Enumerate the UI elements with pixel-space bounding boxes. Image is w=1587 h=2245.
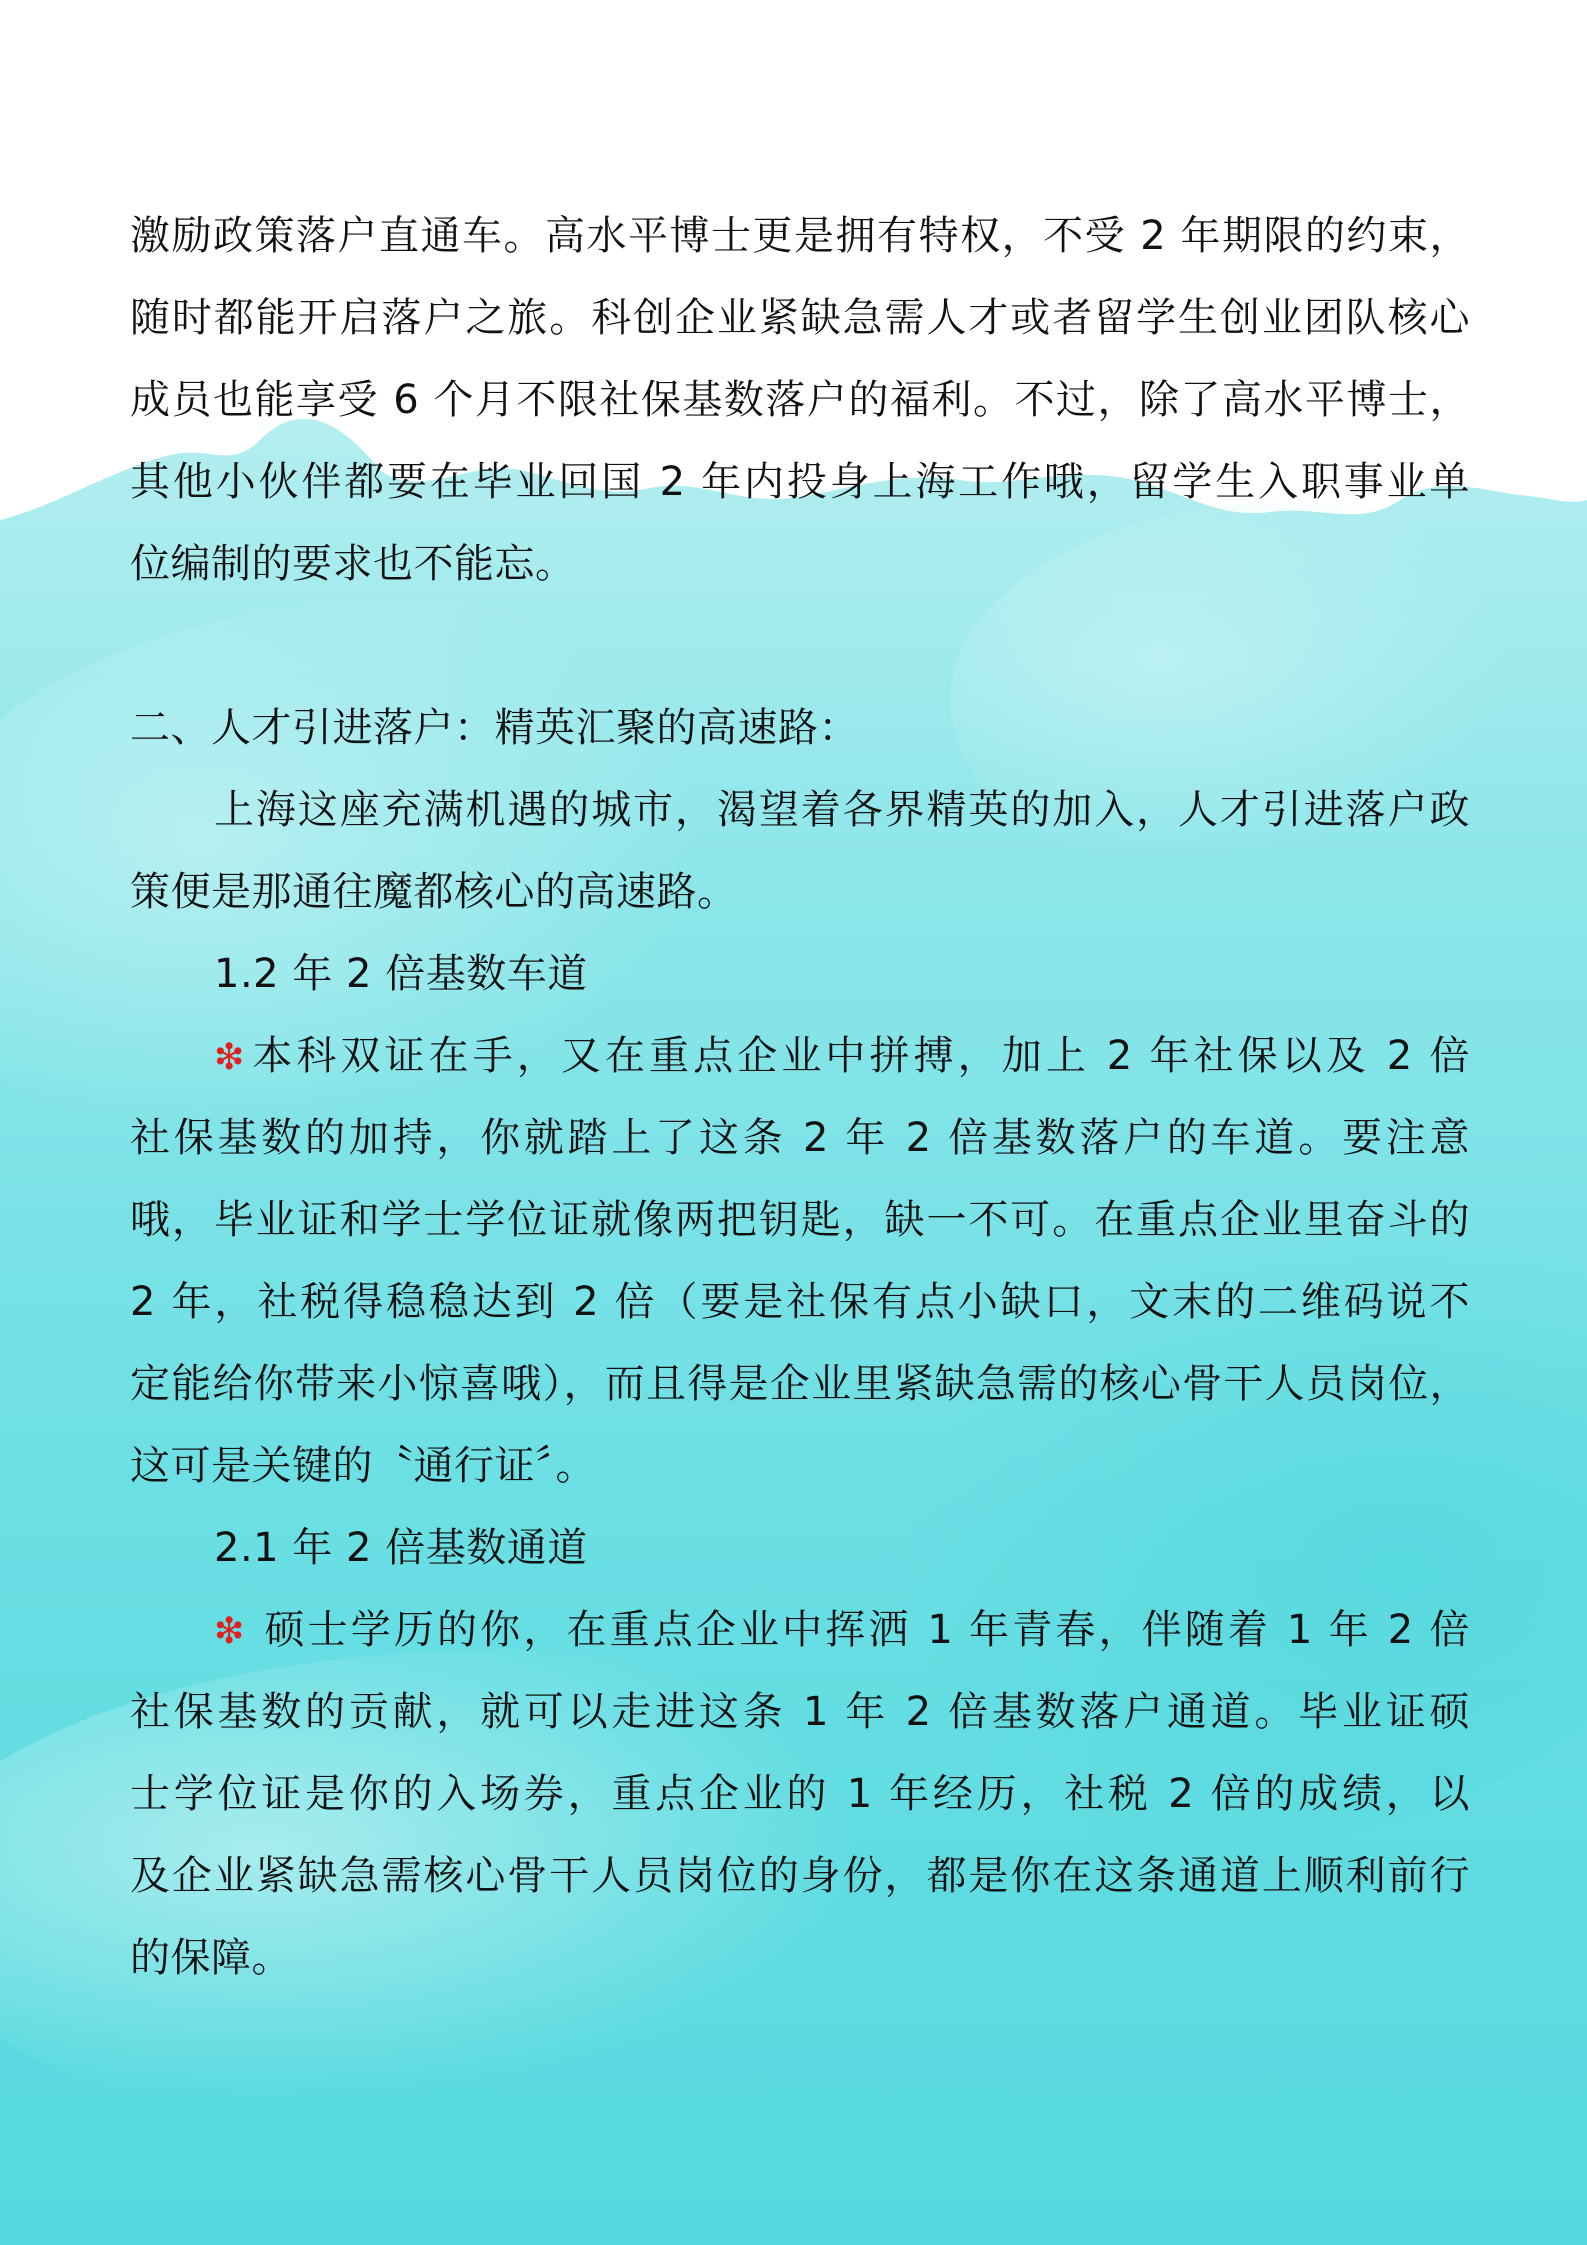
lane1-title: 1.2 年 2 倍基数车道: [214, 951, 588, 997]
paragraph-line-text: 硕士学历的你，在重点企业中挥洒 1 年青春，伴随着 1 年 2 倍: [248, 1607, 1470, 1653]
paragraph-line: 其他小伙伴都要在毕业回国 2 年内投身上海工作哦，留学生入职事业单: [130, 459, 1470, 505]
paragraph-line: 社保基数的贡献，就可以走进这条 1 年 2 倍基数落户通道。毕业证硕: [130, 1689, 1470, 1735]
red-asterisk-icon: ❇: [214, 1037, 245, 1078]
section-intro-paragraph: [130, 769, 1470, 933]
intro-paragraph: [130, 195, 1470, 605]
spacer: [130, 605, 1470, 687]
paragraph-line: 士学位证是你的入场券，重点企业的 1 年经历，社税 2 倍的成绩，以: [130, 1771, 1470, 1817]
paragraph-line: [130, 1589, 1470, 1671]
paragraph-line: 这可是关键的〝通行证〞。: [130, 1443, 596, 1489]
paragraph-line: 2 年，社税得稳稳达到 2 倍（要是社保有点小缺口，文末的二维码说不: [130, 1279, 1470, 1325]
paragraph-line: 及企业紧缺急需核心骨干人员岗位的身份，都是你在这条通道上顺利前行: [130, 1853, 1470, 1899]
red-asterisk-icon: ❇: [214, 1611, 245, 1652]
section-heading: 二、人才引进落户：精英汇聚的高速路：: [130, 705, 859, 751]
lane2-title: 2.1 年 2 倍基数通道: [214, 1525, 588, 1571]
paragraph-line-text: 本科双证在手，又在重点企业中拼搏，加上 2 年社保以及 2 倍: [248, 1033, 1470, 1079]
paragraph-line: 哦，毕业证和学士学位证就像两把钥匙，缺一不可。在重点企业里奋斗的: [130, 1197, 1470, 1243]
paragraph-line: 随时都能开启落户之旅。科创企业紧缺急需人才或者留学生创业团队核心: [130, 295, 1470, 341]
lane2-paragraph: [130, 1589, 1470, 1999]
paragraph-line: 策便是那通往魔都核心的高速路。: [130, 869, 738, 915]
paragraph-line: 社保基数的加持，你就踏上了这条 2 年 2 倍基数落户的车道。要注意: [130, 1115, 1470, 1161]
paragraph-line: 定能给你带来小惊喜哦），而且得是企业里紧缺急需的核心骨干人员岗位，: [130, 1361, 1470, 1407]
paragraph-line: 上海这座充满机遇的城市，渴望着各界精英的加入，人才引进落户政: [214, 787, 1470, 833]
paragraph-line: [130, 1015, 1470, 1097]
article-body: [130, 195, 1470, 1999]
paragraph-line: 激励政策落户直通车。高水平博士更是拥有特权，不受 2 年期限的约束，: [130, 213, 1470, 259]
paragraph-line: 位编制的要求也不能忘。: [130, 541, 576, 587]
paragraph-line: 的保障。: [130, 1935, 292, 1981]
paragraph-line: 成员也能享受 6 个月不限社保基数落户的福利。不过，除了高水平博士，: [130, 377, 1470, 423]
lane1-paragraph: [130, 1015, 1470, 1507]
